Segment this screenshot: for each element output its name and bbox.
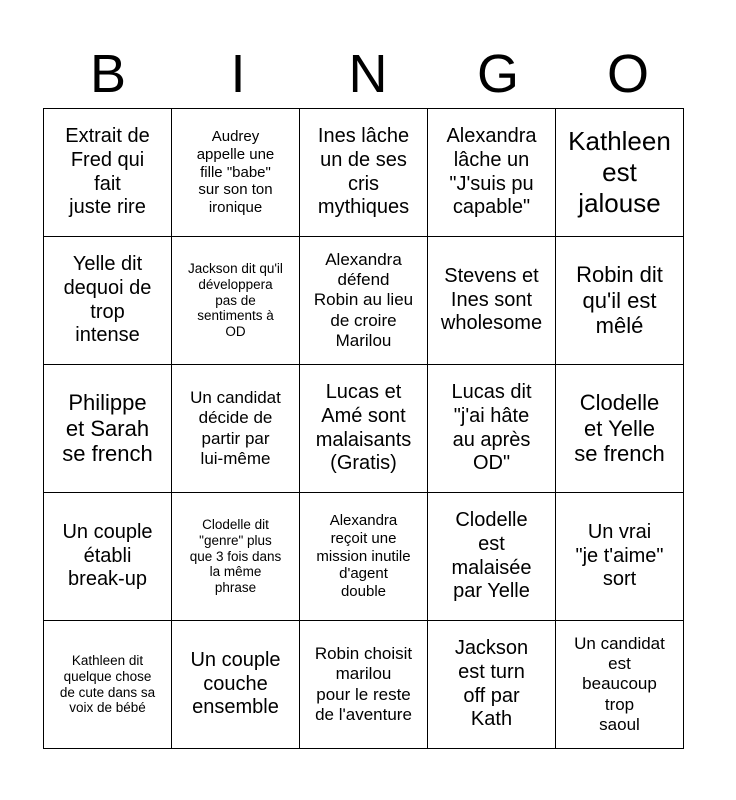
bingo-cell[interactable] xyxy=(556,621,684,749)
bingo-cell[interactable] xyxy=(172,493,300,621)
header-letter-o: O xyxy=(606,44,649,104)
cell-text: Robin dit qu'il est mêlé xyxy=(576,261,663,339)
cell-text: Un candidat est beaucoup trop saoul xyxy=(574,634,665,734)
header-letter-b: B xyxy=(89,44,127,104)
header-letter-n: N xyxy=(348,44,388,104)
bingo-cell[interactable] xyxy=(300,109,428,237)
cell-text: Jackson est turn off par Kath xyxy=(454,637,529,731)
bingo-cell[interactable] xyxy=(172,365,300,493)
header-letter-i: I xyxy=(230,44,246,104)
bingo-cell[interactable] xyxy=(300,237,428,365)
bingo-cell[interactable] xyxy=(44,109,172,237)
bingo-cell[interactable] xyxy=(300,493,428,621)
bingo-cell[interactable] xyxy=(44,621,172,749)
bingo-cell[interactable] xyxy=(300,621,428,749)
cell-text: Audrey appelle une fille "babe" sur son ton ironique xyxy=(196,128,275,217)
bingo-grid xyxy=(43,108,684,749)
bingo-cell[interactable] xyxy=(44,237,172,365)
cell-text: Robin choisit marilou pour le reste de l'aventure xyxy=(314,644,413,724)
grid-row xyxy=(44,493,684,621)
bingo-cell[interactable] xyxy=(428,621,556,749)
cell-text: Kathleen est jalouse xyxy=(568,126,671,218)
cell-text: Clodelle dit "genre" plus que 3 fois dans la même phrase xyxy=(189,516,282,596)
cell-text: Clodelle est malaisée par Yelle xyxy=(451,509,532,603)
cell-text: Clodelle et Yelle se french xyxy=(574,389,665,467)
cell-text: Kathleen dit quelque chose de cute dans sa voix de bébé xyxy=(59,652,156,716)
cell-text: Alexandra défend Robin au lieu de croire Marilou xyxy=(313,250,414,350)
bingo-cell[interactable] xyxy=(44,365,172,493)
grid-row xyxy=(44,365,684,493)
cell-text: Jackson dit qu'il développera pas de sentiments à OD xyxy=(188,260,283,340)
bingo-cell[interactable] xyxy=(556,109,684,237)
bingo-cell[interactable] xyxy=(556,493,684,621)
cell-text: Ines lâche un de ses cris mythiques xyxy=(317,125,410,219)
cell-text: Un candidat décide de partir par lui-même xyxy=(190,388,281,468)
cell-text: Stevens et Ines sont wholesome xyxy=(440,265,543,335)
bingo-cell[interactable] xyxy=(428,109,556,237)
cell-text: Alexandra reçoit une mission inutile d'agent double xyxy=(316,512,411,601)
cell-text: Lucas et Amé sont malaisants (Gratis) xyxy=(315,381,412,475)
grid-row xyxy=(44,621,684,749)
bingo-header xyxy=(43,42,693,106)
grid-row xyxy=(44,237,684,365)
header-letter-g: G xyxy=(476,44,519,104)
cell-text: Yelle dit dequoi de trop intense xyxy=(63,253,152,347)
bingo-cell[interactable] xyxy=(172,109,300,237)
bingo-cell[interactable] xyxy=(172,237,300,365)
bingo-cell[interactable] xyxy=(556,365,684,493)
bingo-cell[interactable] xyxy=(428,365,556,493)
cell-text: Lucas dit "j'ai hâte au après OD" xyxy=(451,381,532,475)
cell-text: Extrait de Fred qui fait juste rire xyxy=(65,125,150,219)
grid-row xyxy=(44,109,684,237)
cell-text: Philippe et Sarah se french xyxy=(62,389,153,467)
cell-text: Un vrai "je t'aime" sort xyxy=(575,521,664,591)
cell-text: Un couple couche ensemble xyxy=(190,649,281,719)
bingo-cell[interactable] xyxy=(556,237,684,365)
bingo-cell[interactable] xyxy=(172,621,300,749)
bingo-cell[interactable] xyxy=(428,493,556,621)
bingo-cell[interactable] xyxy=(300,365,428,493)
cell-text: Un couple établi break-up xyxy=(62,521,153,591)
cell-text: Alexandra lâche un "J'suis pu capable" xyxy=(446,125,537,219)
bingo-cell[interactable] xyxy=(428,237,556,365)
bingo-cell[interactable] xyxy=(44,493,172,621)
